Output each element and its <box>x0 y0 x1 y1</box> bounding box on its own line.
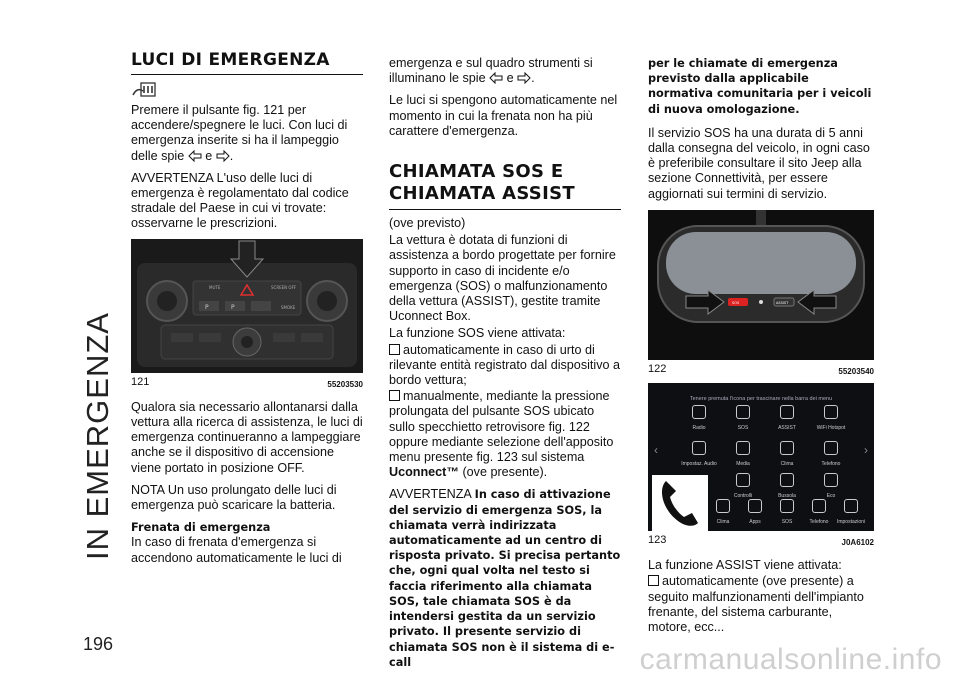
turn-right-indicator-icon <box>216 150 230 162</box>
phone-icon <box>812 499 826 513</box>
tile-impostaz-audio: Impostaz. Audio <box>680 441 718 472</box>
audio-settings-icon <box>692 441 706 455</box>
text-press-button: Premere il pulsante fig. 121 per accendere/spegnere le luci. Con luci di emergenza inserite si ha il lampeggio delle spie <box>131 103 348 163</box>
paragraph-nota: NOTA Un uso prolungato delle luci di emergenza può scaricare la batteria. <box>131 482 337 513</box>
bullet-text-automatic: automaticamente in caso di urto di rilevante entità registrato dal dispositivo a bordo vettura; <box>389 342 621 388</box>
panel-label-p2: P <box>231 303 235 311</box>
paragraph-sos-attivata: La funzione SOS viene attivata: <box>389 326 566 341</box>
paragraph-assist-attivata: La funzione ASSIST viene attivata: <box>648 558 842 573</box>
column-3 <box>648 56 874 642</box>
tile-clima: Clima <box>768 441 806 472</box>
compass-icon <box>780 473 794 487</box>
text-period: . <box>531 71 535 86</box>
figure-122-caption <box>648 362 874 379</box>
page-number: 196 <box>83 634 114 654</box>
turn-left-indicator-icon <box>188 150 202 162</box>
paragraph-ove-previsto: (ove previsto) <box>389 216 466 231</box>
panel-label-screen-off: SCREEN OFF <box>271 284 297 290</box>
tile-radio: Radio <box>680 405 718 436</box>
tile-wifi-hotspot: WiFi Hotspot <box>812 405 850 436</box>
figure-122-code: 55203540 <box>838 366 874 376</box>
panel-label-smoke: SMOKE <box>281 304 296 310</box>
heading-chiamata-sos: CHIAMATA SOS E CHIAMATA ASSIST <box>389 161 621 210</box>
panel-label-p1: P <box>205 303 209 311</box>
figure-121-caption <box>131 375 363 392</box>
tile-sos: SOS <box>724 405 762 436</box>
paragraph-servizio-sos: Il servizio SOS ha una durata di 5 anni dalla consegna del veicolo, in ogni caso è preferibile consultare il sito Jeep alla sezione Connettività, per essere aggiornati sui termini di servizio. <box>648 125 870 201</box>
figure-122-mirror <box>648 210 874 360</box>
dock-clima: Clima <box>708 499 738 530</box>
bullet-icon <box>389 344 400 355</box>
tile-telefono: Telefono <box>812 441 850 472</box>
screen-dock <box>708 499 870 525</box>
dashboard-panel-illustration <box>131 239 363 373</box>
bullet-icon <box>648 575 659 586</box>
column-2 <box>389 56 621 677</box>
chevron-right-icon: › <box>864 443 868 458</box>
turn-right-indicator-icon <box>517 72 531 84</box>
figure-121-number: 121 <box>131 375 150 388</box>
figure-123-caption <box>648 533 874 550</box>
apps-icon <box>748 499 762 513</box>
section-side-title-text: IN EMERGENZA <box>80 312 115 560</box>
bullet-text-assist: automaticamente (ove presente) a seguito malfunzionamenti dell'impianto frenante, del sistema carburante, motore, ecc... <box>648 574 864 635</box>
tile-controlli: Controlli <box>724 473 762 504</box>
bullet-icon <box>389 390 400 401</box>
dock-apps: Apps <box>740 499 770 530</box>
figure-121-code: 55203530 <box>327 379 363 389</box>
bullet-text-manual: manualmente, mediante la pressione prolungata del pulsante SOS ubicato sullo specchietto retrovisore fig. 122 oppure mediante selezione dell'apposito menu presente fig. 123 sul sistema <box>389 389 614 465</box>
phone-icon <box>824 441 838 455</box>
section-side-title <box>70 30 120 590</box>
media-icon <box>736 441 750 455</box>
screen-header: Tenere premuta l'icona per trascinare nella barra dei menu <box>689 396 833 403</box>
climate-icon <box>780 441 794 455</box>
figure-121-dashboard-panel <box>131 239 363 373</box>
heading-luci-di-emergenza: LUCI DI EMERGENZA <box>131 50 363 75</box>
text-ove-presente: (ove presente). <box>462 465 548 480</box>
paragraph-allontanarsi: Qualora sia necessario allontanarsi dalla vettura alla ricerca di assistenza, le luci di emergenza continueranno a lampeggiare anche se il dispositivo di accensione viene portato in posizione OFF. <box>131 399 363 475</box>
paragraph-avvertenza-sos <box>389 487 621 669</box>
dock-impostazioni: Impostazioni <box>836 499 866 530</box>
figure-123-uconnect-screen <box>648 383 874 531</box>
dock-sos: SOS <box>772 499 802 530</box>
tile-assist: ASSIST <box>768 405 806 436</box>
turn-left-indicator-icon <box>489 72 503 84</box>
phone-handset-icon <box>652 475 708 531</box>
bullet-sos-manual <box>389 389 621 480</box>
radio-icon <box>692 405 706 419</box>
dock-telefono: Telefono <box>804 499 834 530</box>
reference-icon <box>131 81 363 101</box>
paragraph-normativa-bold: per le chiamate di emergenza previsto dalla applicabile normativa comunitaria per i veicoli di nuova omologazione. <box>648 57 872 116</box>
sos-icon <box>780 499 794 513</box>
paragraph-continued-emergenza <box>389 56 621 86</box>
paragraph-frenata: In caso di frenata d'emergenza si accendono automaticamente le luci di <box>131 535 342 565</box>
assist-icon <box>780 405 794 419</box>
watermark: carmanualsonline.info <box>639 643 942 676</box>
eco-icon <box>824 473 838 487</box>
text-continued: emergenza e sul quadro strumenti si illuminano le spie <box>389 56 593 86</box>
text-period: . <box>229 148 234 163</box>
subheading-frenata: Frenata di emergenza <box>131 521 271 535</box>
text-avvertenza-label: AVVERTENZA <box>389 487 472 502</box>
figure-122-number: 122 <box>648 362 667 375</box>
rearview-mirror-illustration <box>648 210 874 360</box>
controls-icon <box>736 473 750 487</box>
climate-icon <box>716 499 730 513</box>
text-avvertenza-bold: In caso di attivazione del servizio di emergenza SOS, la chiamata verrà indirizzata automaticamente ad un centro di risposta privato. Si precisa pertanto che, ogni qual volta nel testo si faccia riferimento alla chiamata SOS, tale chiamata SOS è da intendersi gestita da un servizio privato. Il presente servizio di chiamata SOS non è il sistema di e-call <box>389 488 621 669</box>
sos-icon <box>736 405 750 419</box>
paragraph-luci-spengono: Le luci si spengono automaticamente nel momento in cui la frenata non ha più carattere d'emergenza. <box>389 93 618 138</box>
wifi-icon <box>824 405 838 419</box>
tile-media: Media <box>724 441 762 472</box>
figure-123-number: 123 <box>648 534 667 547</box>
text-uconnect: Uconnect™ <box>389 465 459 480</box>
tile-eco: Eco <box>812 473 850 504</box>
column-1 <box>131 50 363 573</box>
text-and: e <box>205 148 213 163</box>
paragraph-avvertenza: AVVERTENZA L'uso delle luci di emergenza è regolamentato dal codice stradale del Paese in cui vi trovate: osservarne le prescrizioni. <box>131 170 349 231</box>
panel-label-mute: MUTE <box>209 284 221 290</box>
bullet-assist-automatic <box>648 574 874 635</box>
bullet-sos-automatic <box>389 343 621 389</box>
paragraph-vettura-dotata: La vettura è dotata di funzioni di assistenza a bordo progettate per fornire supporto in caso di incidente e/o emergenza (SOS) o malfunzionamento della vettura (ASSIST), gestite tramite Uconnect Box. <box>389 233 616 324</box>
mirror-label-assist: ASSIST <box>776 300 789 305</box>
paragraph-press-button <box>131 103 363 164</box>
figure-123-code: J0A6102 <box>841 538 874 548</box>
mirror-label-sos: SOS <box>732 300 740 305</box>
chevron-left-icon: ‹ <box>654 443 658 458</box>
text-and: e <box>506 71 514 86</box>
tile-bussola: Bussola <box>768 473 806 504</box>
settings-icon <box>844 499 858 513</box>
